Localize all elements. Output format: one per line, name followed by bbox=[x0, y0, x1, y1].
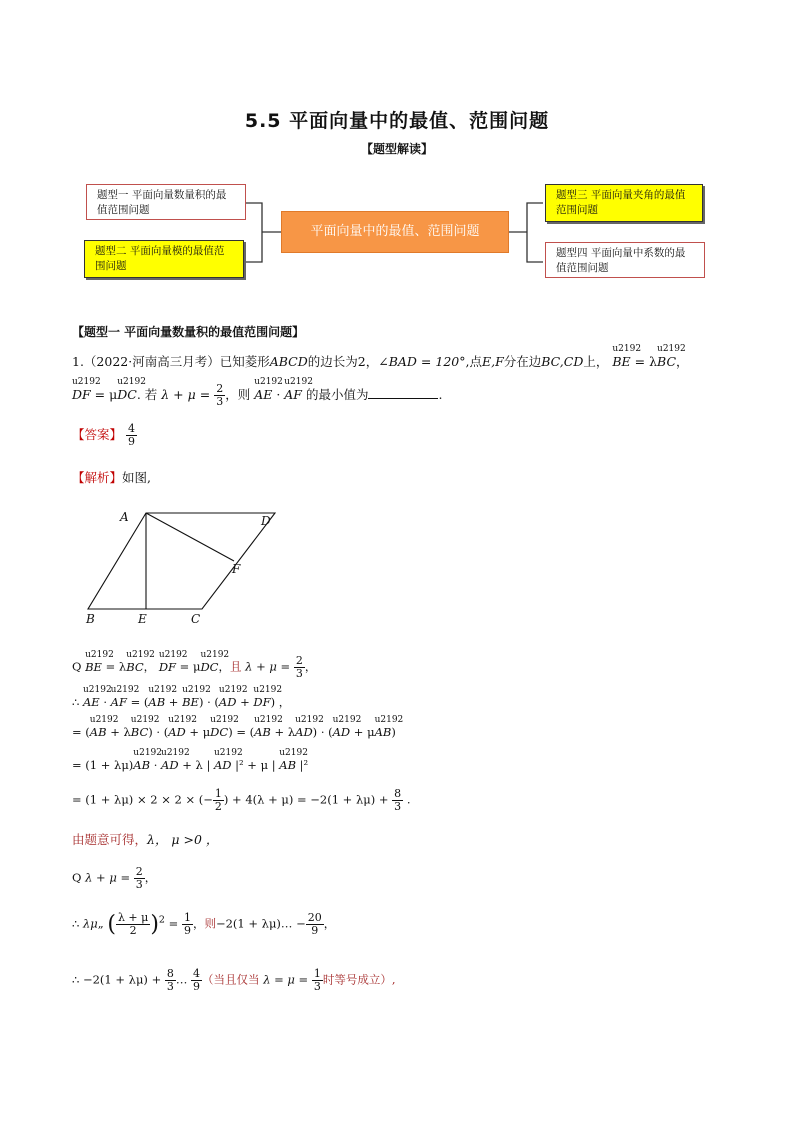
problem-prefix: 1.（2022·河南高三月考）已知菱形 bbox=[72, 354, 270, 369]
edges: BC,CD bbox=[541, 354, 584, 369]
solution-line-4: = (1 + λμ)u2192 AB · u2192 AD + λ | u2192 AD |² + μ | u2192 AB |² bbox=[72, 758, 308, 772]
problem-text: 上， bbox=[583, 354, 609, 369]
vector-eq-2: u2192 DF = μu2192 DC bbox=[72, 387, 137, 402]
label-f: F bbox=[232, 562, 241, 576]
problem-text: 分在边 bbox=[503, 354, 542, 369]
solution-line-7: Q λ + μ = $\frac{2}{3}$ ， bbox=[72, 865, 157, 891]
solution-text: 且 bbox=[229, 659, 242, 674]
mindmap-type3: 题型三 平面向量夹角的最值范围问题 bbox=[545, 184, 703, 222]
problem-text: . 若 bbox=[136, 387, 158, 402]
problem-line-1: 1.（2022·河南高三月考）已知菱形ABCD的边长为2，∠BAD = 120°,点E,F分在边BC,CD上， u2192 BE = λu2192 BC， bbox=[72, 352, 689, 370]
analysis-text: 如图, bbox=[122, 470, 151, 485]
problem-text: ,点 bbox=[465, 354, 482, 369]
side-length: 2 bbox=[357, 354, 366, 369]
left-bracket bbox=[246, 203, 262, 262]
equality-note: （当且仅当 bbox=[202, 972, 260, 987]
sum-condition: λ + μ = bbox=[161, 387, 211, 402]
section-subtitle: 【题型解读】 bbox=[360, 142, 433, 156]
positive-condition: λ， μ >0 ， bbox=[147, 832, 219, 847]
label-d: D bbox=[261, 514, 271, 528]
points-ef: E,F bbox=[481, 354, 504, 369]
equality-note-tail: 时等号成立）, bbox=[322, 972, 396, 987]
analysis-line bbox=[72, 468, 151, 486]
mindmap-type1: 题型一 平面向量数量积的最值范围问题 bbox=[86, 184, 246, 220]
solution-line-3: = (u2192 AB + λu2192 BC) · (u2192 AD + μu2192 DC) = (u2192 AB + λu2192 AD) · (u2192 AD + μu2192 AB) bbox=[72, 725, 396, 739]
page-title: 5.5 平面向量中的最值、范围问题 bbox=[244, 110, 550, 132]
mindmap-type2: 题型二 平面向量模的最值范围问题 bbox=[84, 240, 244, 278]
section-heading: 【题型一 平面向量数量积的最值范围问题】 bbox=[72, 325, 305, 339]
dot-product: u2192 AE · u2192 AF bbox=[254, 387, 302, 402]
solution-note: 由题意可得， bbox=[72, 832, 148, 847]
mindmap-center: 平面向量中的最值、范围问题 bbox=[281, 211, 509, 253]
right-bracket bbox=[527, 203, 543, 262]
answer-label: 【答案】 bbox=[72, 427, 123, 442]
solution-line-9: ∴ −2(1 + λμ) + $\frac{8}{3}$ … $\frac{4}{9}$ （当且仅当 λ = μ = $\frac{1}{3}$ 时等号成立）, bbox=[72, 967, 396, 993]
solution-line-2: ∴ u2192 AE · u2192 AF = (u2192 AB + u2192 BE) · (u2192 AD + u2192 DF) ， bbox=[72, 694, 290, 710]
label-c: C bbox=[191, 612, 201, 626]
shape-name: ABCD bbox=[269, 354, 308, 369]
problem-text: ，则 bbox=[225, 387, 251, 402]
rhombus-outline bbox=[88, 513, 275, 609]
rhombus-figure bbox=[80, 505, 300, 630]
vector-eq-1: u2192 BE = λu2192 BC bbox=[612, 354, 676, 369]
segment-af bbox=[146, 513, 234, 561]
solution-line-5: = (1 + λμ) × 2 × 2 × (− $\frac{1}{2}$ ) + 4(λ + μ) = −2(1 + λμ) + $\frac{8}{3}$ . bbox=[72, 787, 411, 813]
answer-fraction: $\frac{4}{9}$ bbox=[128, 422, 135, 448]
solution-text: 则 bbox=[204, 916, 216, 931]
solution-line-1: Q u2192 BE = λu2192 BC， u2192 DF = μu2192 DC，且 λ + μ = $\frac{2}{3}$ ， bbox=[72, 655, 316, 680]
solution-line-6 bbox=[72, 830, 218, 848]
angle-condition: ∠BAD = 120° bbox=[378, 354, 466, 369]
solution-line-8: ∴ λμ„ ( $\frac{\lambda + \mu}{2}$ )$^2$ = $\frac{1}{9}$ ，则−2(1 + λμ)… − $\frac{20}{9}$ ， bbox=[72, 911, 336, 937]
problem-text: 的最小值为 bbox=[305, 387, 369, 402]
label-a: A bbox=[120, 510, 129, 524]
answer-line bbox=[72, 423, 137, 448]
fraction-two-thirds: $\frac{2}{3}$ bbox=[216, 382, 224, 408]
mindmap-type4: 题型四 平面向量中系数的最值范围问题 bbox=[545, 242, 705, 278]
problem-line-2: u2192 DF = μu2192 DC. 若 λ + μ = $\frac{2}{3}$ ，则 u2192 AE · u2192 AF 的最小值为 . bbox=[72, 383, 442, 408]
answer-blank bbox=[368, 386, 438, 399]
analysis-label: 【解析】 bbox=[72, 470, 123, 485]
label-e: E bbox=[138, 612, 147, 626]
problem-text: 的边长为 bbox=[307, 354, 358, 369]
label-b: B bbox=[86, 612, 95, 626]
